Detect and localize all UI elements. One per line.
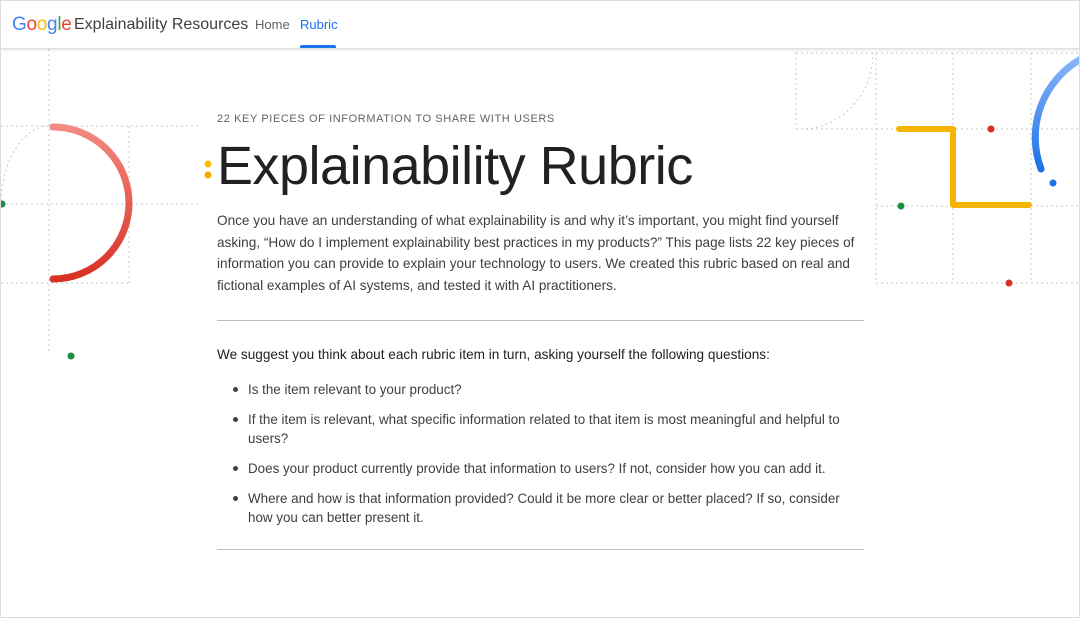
logo-letter: l <box>57 14 62 35</box>
green-dot <box>68 353 75 360</box>
top-app-bar <box>1 1 1080 49</box>
logo-letter: g <box>47 14 58 35</box>
red-arc <box>53 127 129 279</box>
list-item: Where and how is that information provided? Could it be more clear or better placed? If so, consider how you can better present it. <box>233 489 865 527</box>
divider-top <box>217 320 864 321</box>
divider-bottom <box>217 549 864 550</box>
logo-letter: o <box>36 14 48 35</box>
green-dot-right <box>898 203 905 210</box>
green-dot-left <box>1 201 6 208</box>
yellow-step-line <box>899 129 1029 205</box>
list-item: Does your product currently provide that information to users? If not, consider how you can add it. <box>233 459 865 478</box>
nav-active-indicator <box>300 45 336 48</box>
page-title: Explainability Rubric <box>217 136 693 196</box>
nav-home[interactable]: Home <box>255 17 290 32</box>
suggest-heading: We suggest you think about each rubric item in turn, asking yourself the following questions: <box>217 347 770 362</box>
list-item: Is the item relevant to your product? <box>233 380 865 399</box>
red-dot-bar <box>1006 280 1013 287</box>
red-dot-right <box>988 126 995 133</box>
questions-list <box>233 380 865 538</box>
logo-letter: G <box>12 14 27 35</box>
blue-arc <box>1035 59 1080 169</box>
site-title[interactable]: Explainability Resources <box>74 16 249 33</box>
list-item: If the item is relevant, what specific information related to that item is most meaningful and helpful to users? <box>233 410 865 448</box>
intro-paragraph: Once you have an understanding of what explainability is and why it’s important, you might find yourself asking, “How do I implement explainability best practices in my products?” This page lists 22 key pieces of information you can provide to explain your technology to users. We created this rubric based on real and fictional examples of AI systems, and tested it with AI practitioners. <box>217 213 855 293</box>
yellow-dot-2 <box>205 172 212 179</box>
left-dotted-grid <box>1 49 201 351</box>
yellow-dot-1 <box>205 161 212 168</box>
nav-rubric[interactable]: Rubric <box>300 17 338 32</box>
logo-letter: e <box>61 14 72 35</box>
blue-dot <box>1050 180 1057 187</box>
google-logo[interactable] <box>12 14 72 36</box>
eyebrow-text: 22 KEY PIECES OF INFORMATION TO SHARE WITH USERS <box>217 113 555 125</box>
logo-letter: o <box>26 14 37 35</box>
